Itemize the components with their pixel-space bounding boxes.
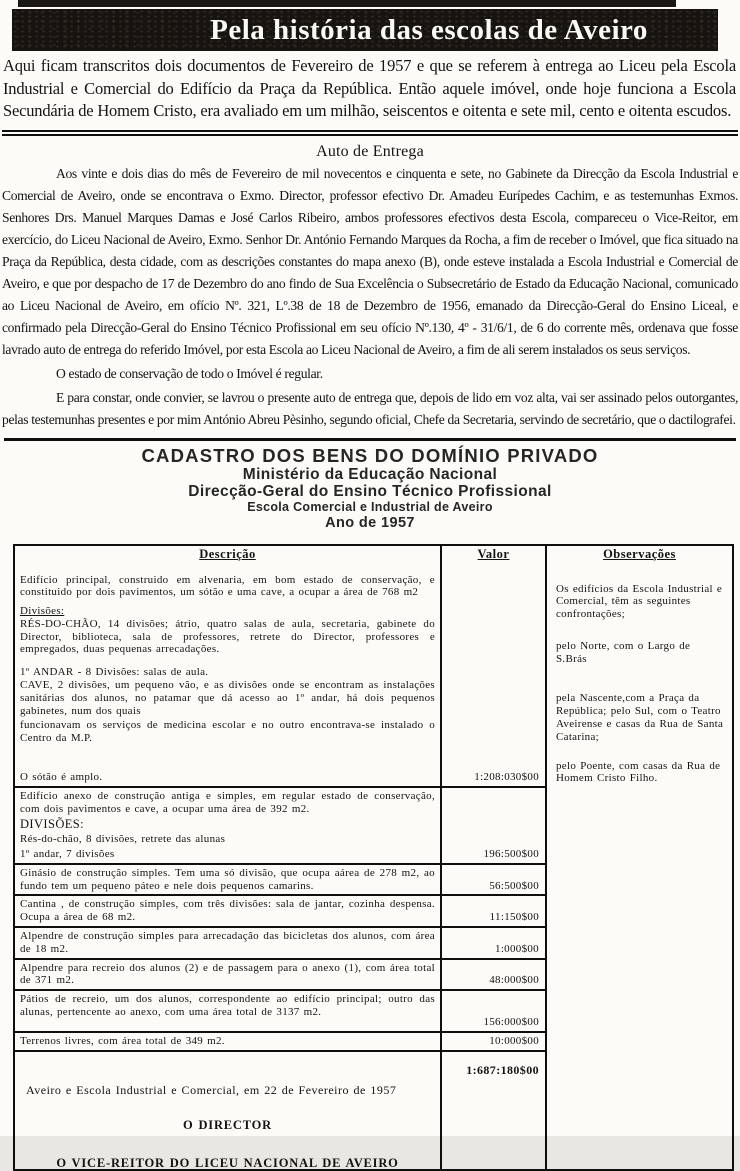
masthead-banner: [12, 9, 718, 51]
description-paragraph: 1º ANDAR - 8 Divisões: salas de aula.: [20, 666, 435, 679]
description-paragraph: Edifício anexo de construção antiga e simples, em regular estado de conservação, com dois pavimentos e cave, a ocupar uma área de 392 m2.: [20, 790, 435, 816]
description-paragraph: funcionavam os serviços de medicina escolar e no outro encontrava-se instalado o Centro da M.P.: [20, 719, 435, 745]
description-paragraph: 1º andar, 7 divisões: [20, 848, 435, 861]
description-paragraph: RÉS-DO-CHÃO, 14 divisões; átrio, quatro salas de aula, secretaria, gabinete do Director, biblioteca, sala de professores, retrete do Director, professores e empregados, duas pequenas arrecadações.: [20, 618, 435, 656]
row-value: 1:208:030$00: [441, 566, 546, 787]
row-value: 11:150$00: [441, 895, 546, 927]
row-value: 48:000$00: [441, 959, 546, 991]
description-paragraph: Edifício principal, construido em alvenaria, em bom estado de conservação, e constituido por dois pavimentos, um sótão e uma cave, a ocupar a área de 768 m2: [20, 574, 435, 600]
auto-entrega-paragraph-3: E para constar, onde convier, se lavrou o presente auto de entrega que, depois de lido em voz alta, vai ser assinado pelos outorgantes, pelas testemunhas presentes e por mim António Abreu Pèsinho, segundo oficial, Chefe da Secretaria, servindo de secretário, que o dactilografei.: [2, 387, 738, 431]
cadastro-title: CADASTRO DOS BENS DO DOMÍNIO PRIVADO: [0, 446, 740, 466]
total-value: 1:687:180$00: [441, 1051, 546, 1170]
table-header-row: [14, 545, 733, 566]
cadastro-school: Escola Comercial e Industrial de Aveiro: [0, 500, 740, 514]
auto-entrega-paragraph-1: Aos vinte e dois dias do mês de Fevereiro de mil novecentos e cinquenta e sete, no Gabinete da Direcção da Escola Industrial e Comercial de Aveiro, onde se encontrava o Exmo. Director, professor efectivo Dr. Amadeu Eurípedes Cachim, e as testemunhas Exmos. Senhores Drs. Manuel Marques Damas e José Carlos Ribeiro, ambos professores efectivos desta Escola, compareceu o Vice-Reitor, em exercício, do Liceu Nacional de Aveiro, Exmo. Senhor Dr. António Fernando Marques da Rocha, a fim de receber o Imóvel, que fica situado na Praça da República, desta cidade, com as descrições constantes do mapa anexo (B), onde esteve instalada a Escola Industrial e Comercial de Aveiro, e que por despacho de 17 de Dezembro do ano findo de Sua Excelência o Subsecretário de Estado da Educação Nacional, comunicado ao Liceu Nacional de Aveiro, em ofício Nº. 321, Lº.38 de 18 de Dezembro de 1956, emanado da Direcção-Geral do Ensino Liceal, e confirmado pela Direcção-Geral do Ensino Técnico Profissional em seu ofício Nº.130, 4º - 31/6/1, de 6 do corrente mês, ordenava que fosse lavrado auto de entrega do referido Imóvel, por esta Escola ao Liceu Nacional de Aveiro, a fim de ali serem instalados os seus serviços.: [2, 163, 738, 361]
closing-cell: [14, 1051, 441, 1170]
observacoes-cell: [546, 566, 733, 1171]
closing-place-date: Aveiro e Escola Industrial e Comercial, em 22 de Fevereiro de 1957: [26, 1084, 435, 1097]
description-paragraph: DIVISÕES:: [20, 818, 435, 831]
header-descricao: Descrição: [14, 545, 441, 566]
masthead-top-strip: [18, 0, 676, 7]
description-paragraph: Divisões:: [20, 605, 435, 618]
intro-paragraph: Aqui ficam transcritos dois documentos de Fevereiro de 1957 e que se referem à entrega ao Liceu pela Escola Industrial e Comercial do Edifício da Praça da República. Então aquele imóvel, onde hoje funciona a Escola Secundária de Homem Cristo, era avaliado em um milhão, seiscentos e oitenta e sete mil, cento e oitenta escudos.: [3, 55, 736, 123]
row-description: [14, 864, 441, 896]
signature-vice-reitor: O VICE-REITOR DO LICEU NACIONAL DE AVEIRO: [20, 1157, 435, 1170]
description-paragraph: CAVE, 2 divisões, um pequeno vão, e as divisões onde se encontram as instalações sanitárias dos alunos, no patamar que dá acesso ao 1º andar, há dois pequenos gabinetes, num dos quais: [20, 679, 435, 717]
header-observacoes: Observações: [546, 545, 733, 566]
auto-entrega-heading: Auto de Entrega: [0, 143, 740, 161]
cadastro-year: Ano de 1957: [0, 515, 740, 531]
cadastro-ministry: Ministério da Educação Nacional: [0, 466, 740, 483]
row-value: 196:500$00: [441, 787, 546, 864]
description-paragraph: O sótão é amplo.: [20, 771, 435, 784]
row-description: [14, 990, 441, 1032]
row-description: [14, 787, 441, 864]
header-valor: Valor: [441, 545, 546, 566]
divider-double-rule: [2, 130, 738, 136]
row-description: [14, 959, 441, 991]
row-description: [14, 1032, 441, 1051]
cadastro-heading-block: [0, 446, 740, 531]
description-paragraph: Terrenos livres, com área total de 349 m2.: [20, 1035, 435, 1048]
observacao-note: Os edifícios da Escola Industrial e Comercial, têm as seguintes confrontações;: [556, 583, 724, 621]
observacao-note: pela Nascente,com a Praça da República; pelo Sul, com o Teatro Aveirense e casas da Rua de Santa Catarina;: [556, 692, 724, 743]
row-value: 56:500$00: [441, 864, 546, 896]
row-description: [14, 566, 441, 787]
description-paragraph: Alpendre para recreio dos alunos (2) e de passagem para o anexo (1), com área total de 371 m2.: [20, 962, 435, 988]
row-value: 10:000$00: [441, 1032, 546, 1051]
divider-thick-rule: [4, 438, 736, 441]
row-value: 1:000$00: [441, 927, 546, 959]
observacao-note: pelo Norte, com o Largo de S.Brás: [556, 640, 724, 666]
description-paragraph: Alpendre de construção simples para arrecadação das bicicletas dos alunos, com área de 18 m2.: [20, 930, 435, 956]
signature-director: O DIRECTOR: [20, 1119, 435, 1132]
description-paragraph: Ginásio de construção simples. Tem uma só divisão, que ocupa aárea de 278 m2, ao fundo tem um pequeno páteo e nele dois pequenos camarins.: [20, 867, 435, 893]
page-title: Pela história das escolas de Aveiro: [12, 9, 718, 51]
row-description: [14, 895, 441, 927]
observacao-note: pelo Poente, com casas da Rua de Homem Cristo Filho.: [556, 760, 724, 786]
row-value: 156:000$00: [441, 990, 546, 1032]
auto-entrega-paragraph-2: O estado de conservação de todo o Imóvel é regular.: [2, 363, 738, 385]
description-paragraph: Pátios de recreio, um dos alunos, correspondente ao edifício principal; outro das alunas, pertencente ao anexo, com uma área total de 3137 m2.: [20, 993, 435, 1019]
row-description: [14, 927, 441, 959]
description-paragraph: Cantina , de construção simples, com três divisões: sala de jantar, cozinha despensa. Ocupa a área de 68 m2.: [20, 898, 435, 924]
table-row-edificio-principal: [14, 566, 733, 787]
cadastro-table: [13, 544, 734, 1171]
cadastro-directorate: Direcção-Geral do Ensino Técnico Profissional: [0, 483, 740, 500]
description-paragraph: Rés-do-chão, 8 divisões, retrete das alunas: [20, 833, 435, 846]
